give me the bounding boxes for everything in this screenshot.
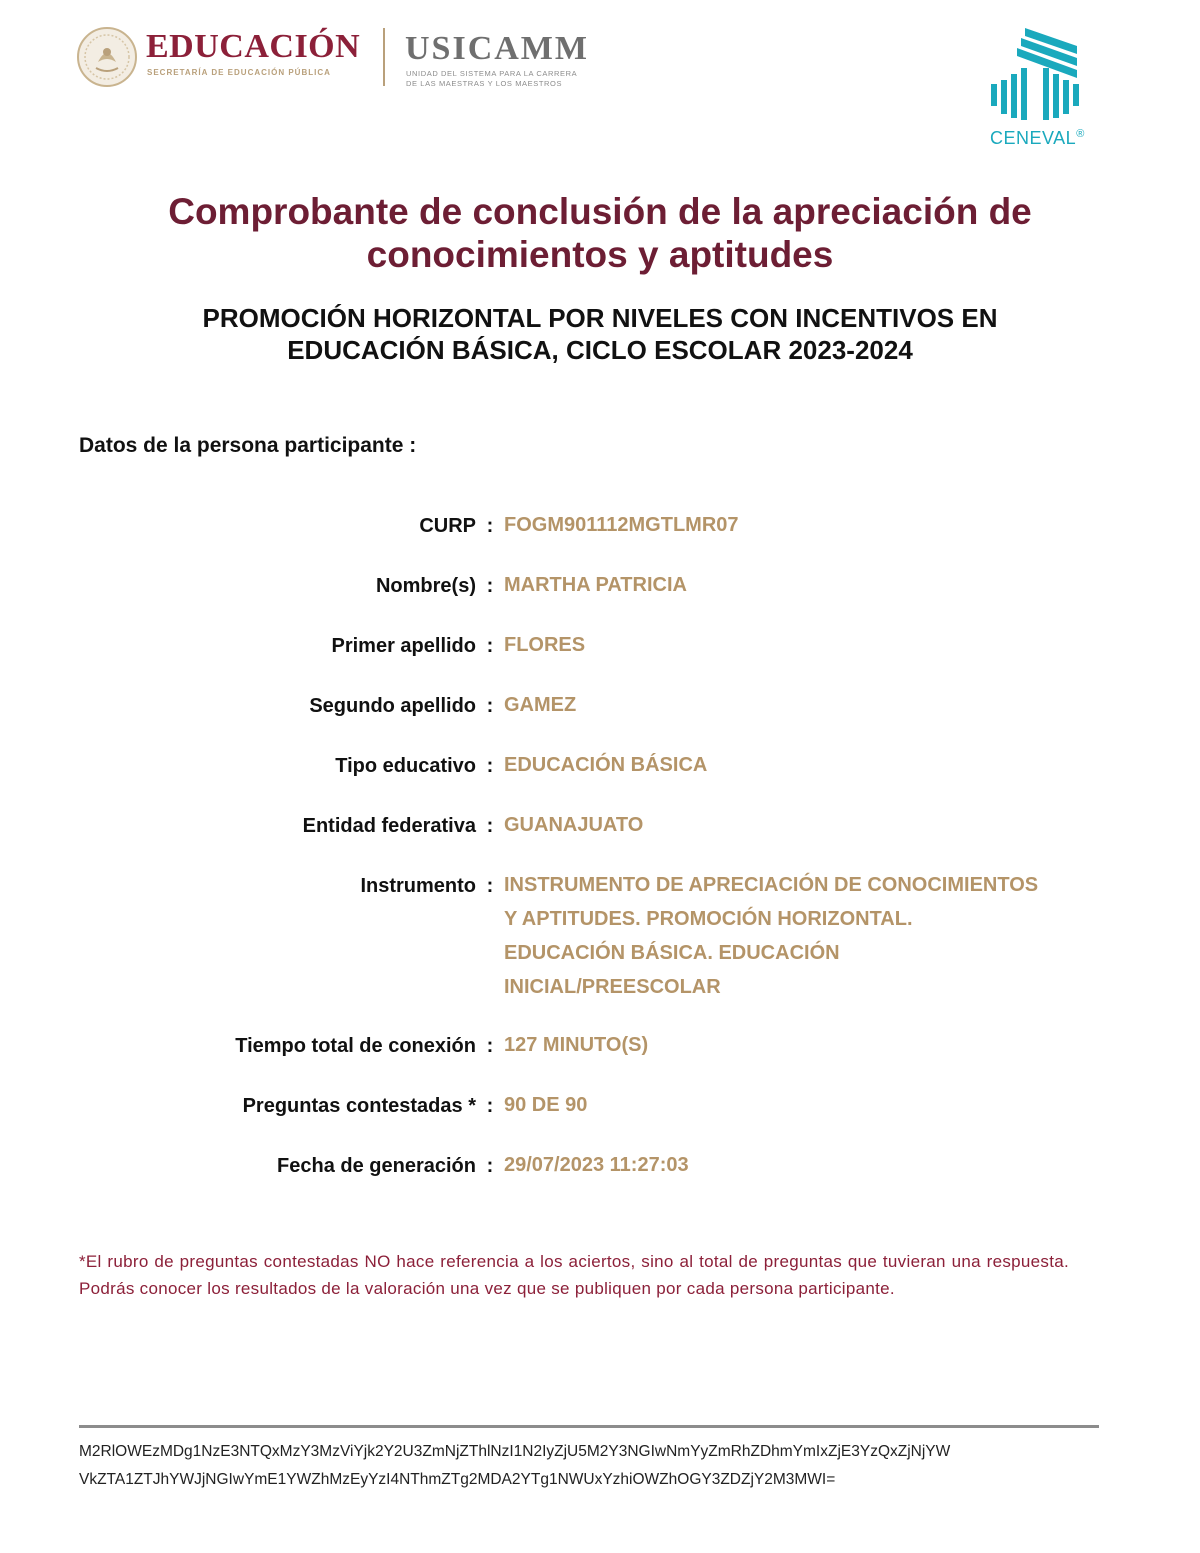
segundo-apellido-value: GAMEZ: [504, 694, 577, 716]
curp-value: FOGM901112MGTLMR07: [504, 514, 739, 536]
field-row-fecha: [0, 1148, 1200, 1184]
verification-hash-line1: M2RlOWEzMDg1NzE3NTQxMzY3MzViYjk2Y2U3ZmNjZThlNzI1N2IyZjU5M2Y3NGIwNmYyZmRhZDhmYmIxZjE3YzQxZjNjYW: [79, 1443, 951, 1460]
document-subtitle: [60, 302, 1140, 366]
document-subtitle-line2: EDUCACIÓN BÁSICA, CICLO ESCOLAR 2023-2024: [287, 335, 913, 365]
entidad-label: Entidad federativa: [302, 815, 476, 837]
registered-mark: ®: [1076, 128, 1085, 140]
instrumento-value-line4: INICIAL/PREESCOLAR: [504, 976, 721, 998]
field-row-primer-apellido: [0, 628, 1200, 664]
fecha-value: 29/07/2023 11:27:03: [504, 1154, 689, 1176]
sep-subtitle: SECRETARÍA DE EDUCACIÓN PÚBLICA: [147, 68, 331, 77]
instrumento-value-line1: INSTRUMENTO DE APRECIACIÓN DE CONOCIMIENTOS: [504, 874, 1039, 896]
document-title-line1: Comprobante de conclusión de la apreciación de: [168, 191, 1032, 232]
field-separator: :: [486, 575, 494, 597]
header-divider: [383, 28, 385, 86]
instrumento-value-line2: Y APTITUDES. PROMOCIÓN HORIZONTAL.: [504, 908, 913, 930]
document-header: [0, 0, 1200, 170]
footer-divider: [79, 1425, 1099, 1428]
primer-apellido-value: FLORES: [504, 634, 586, 656]
instrumento-label: Instrumento: [360, 875, 476, 897]
field-separator: :: [486, 635, 494, 657]
mexico-coat-of-arms-icon: [76, 26, 138, 88]
usicamm-subtitle-line2: DE LAS MAESTRAS Y LOS MAESTROS: [406, 79, 563, 88]
fecha-label: Fecha de generación: [277, 1155, 476, 1177]
segundo-apellido-label: Segundo apellido: [309, 695, 476, 717]
field-row-instrumento: [0, 868, 1200, 1004]
ceneval-name-text: CENEVAL: [990, 128, 1077, 148]
document-title-line2: conocimientos y aptitudes: [366, 234, 834, 275]
field-separator: :: [486, 755, 494, 777]
usicamm-subtitle-line1: UNIDAD DEL SISTEMA PARA LA CARRERA: [406, 69, 578, 78]
preguntas-value: 90 DE 90: [504, 1094, 588, 1116]
participant-section-heading: Datos de la persona participante :: [79, 434, 417, 457]
field-separator: :: [486, 1095, 494, 1117]
document-title: [60, 190, 1140, 276]
field-separator: :: [486, 695, 494, 717]
field-row-entidad: [0, 808, 1200, 844]
document-subtitle-line1: PROMOCIÓN HORIZONTAL POR NIVELES CON INCENTIVOS EN: [202, 303, 998, 333]
field-row-tipo-educativo: [0, 748, 1200, 784]
field-row-tiempo: [0, 1028, 1200, 1064]
sep-title: EDUCACIÓN: [146, 28, 361, 65]
field-row-preguntas: [0, 1088, 1200, 1124]
field-separator: :: [486, 875, 494, 897]
tipo-educativo-value: EDUCACIÓN BÁSICA: [504, 754, 708, 776]
field-separator: :: [486, 515, 494, 537]
field-row-curp: [0, 508, 1200, 544]
field-row-segundo-apellido: [0, 688, 1200, 724]
field-separator: :: [486, 815, 494, 837]
instrumento-value: [504, 868, 1144, 1004]
preguntas-label: Preguntas contestadas *: [242, 1095, 476, 1117]
entidad-value: GUANAJUATO: [504, 814, 644, 836]
usicamm-title: USICAMM: [405, 30, 589, 67]
nombres-label: Nombre(s): [375, 575, 476, 597]
verification-hash-line2: VkZTA1ZTJhYWJjNGIwYmE1YWZhMzEyYzI4NThmZTg2MDA2YTg1NWUxYzhiOWZhOGY3ZDZjY2M3MWI=: [79, 1471, 836, 1488]
verification-hash: [79, 1438, 1099, 1494]
usicamm-subtitle: [406, 69, 626, 89]
tiempo-label: Tiempo total de conexión: [235, 1035, 476, 1057]
instrumento-value-line3: EDUCACIÓN BÁSICA. EDUCACIÓN: [504, 942, 840, 964]
primer-apellido-label: Primer apellido: [331, 635, 476, 657]
tipo-educativo-label: Tipo educativo: [335, 755, 476, 777]
footnote: *El rubro de preguntas contestadas NO hace referencia a los aciertos, sino al total de preguntas que tuvieran una respuesta. Podrás conocer los resultados de la valoración una vez que se publiquen por cada persona participante.: [79, 1252, 1069, 1298]
nombres-value: MARTHA PATRICIA: [504, 574, 687, 596]
participant-fields: [0, 508, 1200, 1208]
field-row-nombres: [0, 568, 1200, 604]
field-separator: :: [486, 1035, 494, 1057]
tiempo-value: 127 MINUTO(S): [504, 1034, 649, 1056]
ceneval-logo-icon: [985, 24, 1095, 124]
ceneval-name: [990, 128, 1085, 149]
field-separator: :: [486, 1155, 494, 1177]
curp-label: CURP: [419, 515, 476, 537]
